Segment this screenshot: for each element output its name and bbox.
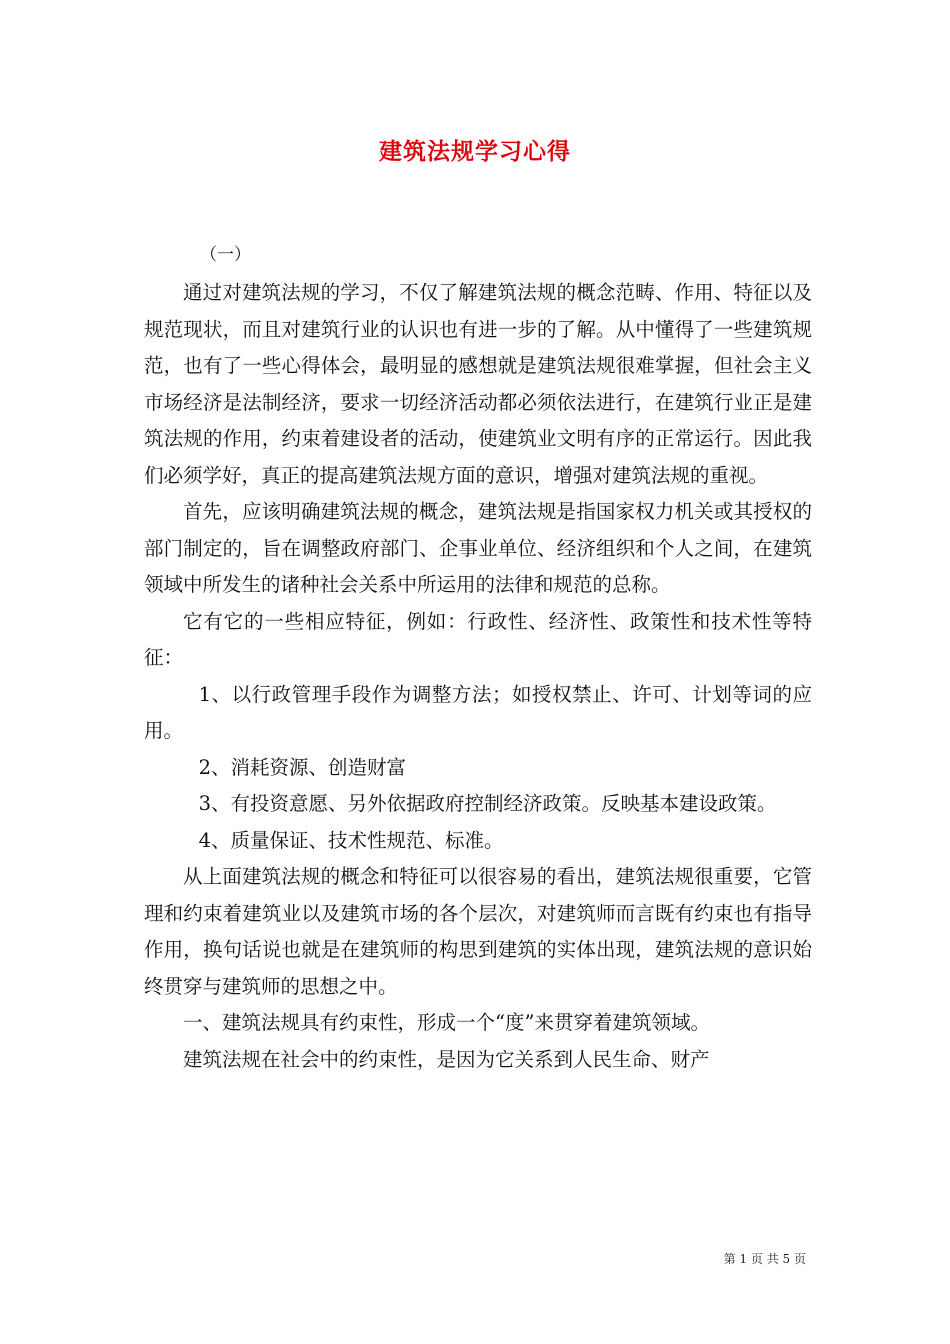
list-item: 4、质量保证、技术性规范、标准。 [198, 828, 504, 852]
paragraph: 从上面建筑法规的概念和特征可以很容易的看出，建筑法规很重要，它管理和约束着建筑业以及建筑市场的各个层次，对建筑师而言既有约束也有指导作用，换句话说也就是在建筑师的构思到建筑的实体出现，建筑法规的意识始终贯穿与建筑师的思想之中。 [144, 865, 812, 998]
list-item: 3、有投资意愿、另外依据政府控制经济政策。反映基本建设政策。 [198, 792, 777, 815]
document-body [144, 275, 812, 1078]
section-heading: 一、建筑法规具有约束性，形成一个“度”来贯穿着建筑领域。 [183, 1011, 710, 1034]
page-number-footer: 第 1 页 共 5 页 [723, 1252, 806, 1266]
paragraph: 首先，应该明确建筑法规的概念，建筑法规是指国家权力机关或其授权的部门制定的，旨在调整政府部门、企事业单位、经济组织和个人之间，在建筑领域中所发生的诸种社会关系中所运用的法律和规范的总称。 [144, 500, 812, 596]
paragraph: 它有它的一些相应特征，例如：行政性、经济性、政策性和技术性等特征： [144, 609, 812, 669]
list-item: 2、消耗资源、创造财富 [198, 755, 407, 779]
paragraph: 建筑法规在社会中的约束性，是因为它关系到人民生命、财产 [183, 1047, 710, 1071]
list-item: 1、以行政管理手段作为调整方法；如授权禁止、许可、计划等词的应用。 [144, 682, 812, 742]
section-marker: （一） [200, 245, 251, 265]
document-title: 建筑法规学习心得 [379, 138, 571, 165]
paragraph: 通过对建筑法规的学习，不仅了解建筑法规的概念范畴、作用、特征以及规范现状，而且对建筑行业的认识也有进一步的了解。从中懂得了一些建筑规范，也有了一些心得体会，最明显的感想就是建筑法规很难掌握，但社会主义市场经济是法制经济，要求一切经济活动都必须依法进行，在建筑行业正是建筑法规的作用，约束着建设者的活动，使建筑业文明有序的正常运行。因此我们必须学好，真正的提高建筑法规方面的意识，增强对建筑法规的重视。 [144, 281, 812, 487]
